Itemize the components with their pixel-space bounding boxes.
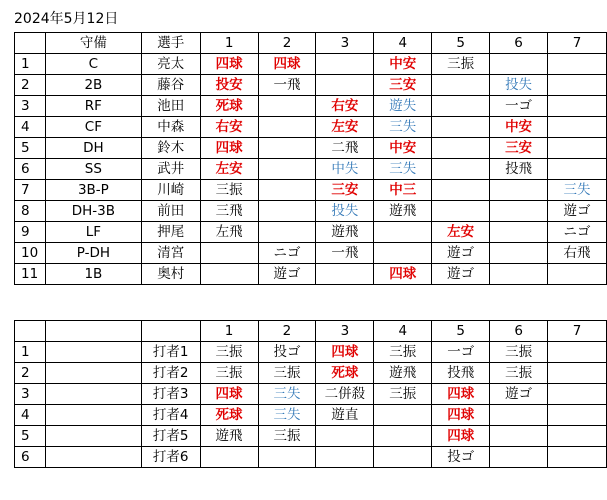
at-bat-result: 三安 bbox=[505, 140, 533, 156]
at-bat-cell bbox=[200, 243, 258, 264]
at-bat-result: 中安 bbox=[505, 119, 533, 135]
header-row bbox=[15, 33, 607, 54]
at-bat-result: 四球 bbox=[215, 386, 243, 402]
at-bat-result: 三振 bbox=[273, 428, 301, 444]
at-bat-cell bbox=[432, 96, 490, 117]
at-bat-cell bbox=[548, 201, 607, 222]
at-bat-result: 三振 bbox=[215, 182, 243, 198]
at-bat-result: 三振 bbox=[215, 344, 243, 360]
at-bat-cell bbox=[316, 75, 374, 96]
table-row bbox=[15, 54, 607, 75]
player-name: 押尾 bbox=[141, 222, 200, 243]
row-number: 3 bbox=[15, 384, 46, 405]
header-cell bbox=[45, 321, 141, 342]
at-bat-result: 遊直 bbox=[331, 407, 359, 423]
header-cell: 選手 bbox=[141, 33, 200, 54]
at-bat-cell bbox=[200, 447, 258, 468]
player-name: 打者5 bbox=[141, 426, 200, 447]
at-bat-cell bbox=[548, 138, 607, 159]
player-name: 打者2 bbox=[141, 363, 200, 384]
at-bat-result: 四球 bbox=[389, 266, 417, 282]
at-bat-cell bbox=[490, 222, 548, 243]
header-cell: 4 bbox=[374, 33, 432, 54]
at-bat-cell bbox=[258, 384, 316, 405]
header-cell bbox=[15, 321, 46, 342]
position-cell: DH-3B bbox=[45, 201, 141, 222]
at-bat-cell bbox=[200, 96, 258, 117]
player-name: 打者1 bbox=[141, 342, 200, 363]
at-bat-cell bbox=[548, 264, 607, 285]
table-row bbox=[15, 201, 607, 222]
at-bat-result: ニゴ bbox=[563, 224, 591, 240]
position-cell: 3B-P bbox=[45, 180, 141, 201]
position-cell: P-DH bbox=[45, 243, 141, 264]
player-name: 奥村 bbox=[141, 264, 200, 285]
row-number: 1 bbox=[15, 54, 46, 75]
at-bat-result: 中安 bbox=[389, 56, 417, 72]
at-bat-cell bbox=[258, 138, 316, 159]
at-bat-result: 遊ゴ bbox=[505, 386, 533, 402]
position-cell: C bbox=[45, 54, 141, 75]
table-row bbox=[15, 138, 607, 159]
player-name: 亮太 bbox=[141, 54, 200, 75]
at-bat-cell bbox=[200, 222, 258, 243]
at-bat-cell bbox=[200, 159, 258, 180]
at-bat-cell bbox=[200, 342, 258, 363]
at-bat-result: 投飛 bbox=[505, 161, 533, 177]
at-bat-cell bbox=[432, 159, 490, 180]
at-bat-result: 遊失 bbox=[389, 98, 417, 114]
row-number: 3 bbox=[15, 96, 46, 117]
header-cell: 6 bbox=[490, 321, 548, 342]
header-row bbox=[15, 321, 607, 342]
at-bat-result: 三振 bbox=[447, 56, 475, 72]
at-bat-cell bbox=[490, 75, 548, 96]
at-bat-result: 三振 bbox=[273, 365, 301, 381]
at-bat-cell bbox=[316, 342, 374, 363]
at-bat-cell bbox=[432, 363, 490, 384]
at-bat-cell bbox=[316, 138, 374, 159]
at-bat-cell bbox=[490, 405, 548, 426]
player-name: 池田 bbox=[141, 96, 200, 117]
at-bat-result: 右飛 bbox=[563, 245, 591, 261]
at-bat-cell bbox=[490, 180, 548, 201]
lineup-table bbox=[14, 32, 607, 285]
at-bat-cell bbox=[432, 75, 490, 96]
at-bat-cell bbox=[374, 384, 432, 405]
at-bat-cell bbox=[432, 243, 490, 264]
at-bat-result: 遊ゴ bbox=[447, 266, 475, 282]
at-bat-cell bbox=[316, 264, 374, 285]
at-bat-result: 一飛 bbox=[331, 245, 359, 261]
table-row bbox=[15, 96, 607, 117]
at-bat-result: 四球 bbox=[215, 140, 243, 156]
at-bat-cell bbox=[258, 222, 316, 243]
row-number: 9 bbox=[15, 222, 46, 243]
at-bat-cell bbox=[374, 96, 432, 117]
at-bat-result: 一ゴ bbox=[447, 344, 475, 360]
header-cell: 6 bbox=[490, 33, 548, 54]
row-number: 5 bbox=[15, 426, 46, 447]
at-bat-cell bbox=[432, 447, 490, 468]
at-bat-cell bbox=[316, 405, 374, 426]
position-cell: LF bbox=[45, 222, 141, 243]
at-bat-result: 三振 bbox=[389, 344, 417, 360]
at-bat-cell bbox=[374, 180, 432, 201]
row-number: 11 bbox=[15, 264, 46, 285]
at-bat-result: 遊飛 bbox=[389, 365, 417, 381]
at-bat-cell bbox=[200, 75, 258, 96]
at-bat-cell bbox=[374, 264, 432, 285]
at-bat-result: 死球 bbox=[215, 407, 243, 423]
at-bat-result: 投失 bbox=[331, 203, 359, 219]
at-bat-cell bbox=[432, 222, 490, 243]
row-number: 6 bbox=[15, 159, 46, 180]
player-name: 清宮 bbox=[141, 243, 200, 264]
at-bat-cell bbox=[258, 405, 316, 426]
at-bat-cell bbox=[548, 342, 607, 363]
at-bat-cell bbox=[316, 96, 374, 117]
row-number: 2 bbox=[15, 75, 46, 96]
at-bat-cell bbox=[490, 54, 548, 75]
player-name: 打者4 bbox=[141, 405, 200, 426]
position-cell bbox=[45, 447, 141, 468]
at-bat-cell bbox=[432, 384, 490, 405]
row-number: 2 bbox=[15, 363, 46, 384]
at-bat-cell bbox=[200, 264, 258, 285]
header-cell: 3 bbox=[316, 321, 374, 342]
table-row bbox=[15, 117, 607, 138]
at-bat-cell bbox=[490, 159, 548, 180]
header-cell: 5 bbox=[432, 33, 490, 54]
at-bat-result: 三振 bbox=[215, 365, 243, 381]
at-bat-cell bbox=[490, 243, 548, 264]
at-bat-cell bbox=[258, 426, 316, 447]
at-bat-result: 遊飛 bbox=[389, 203, 417, 219]
batter-summary-table bbox=[14, 320, 607, 468]
at-bat-result: 投ゴ bbox=[447, 449, 475, 465]
at-bat-cell bbox=[490, 96, 548, 117]
at-bat-cell bbox=[316, 222, 374, 243]
at-bat-cell bbox=[258, 243, 316, 264]
at-bat-cell bbox=[490, 363, 548, 384]
at-bat-result: ニゴ bbox=[273, 245, 301, 261]
at-bat-result: 中三 bbox=[389, 182, 417, 198]
player-name: 中森 bbox=[141, 117, 200, 138]
at-bat-cell bbox=[316, 201, 374, 222]
player-name: 前田 bbox=[141, 201, 200, 222]
at-bat-result: 四球 bbox=[331, 344, 359, 360]
position-cell: 1B bbox=[45, 264, 141, 285]
at-bat-result: 三失 bbox=[273, 407, 301, 423]
at-bat-cell bbox=[548, 96, 607, 117]
at-bat-cell bbox=[374, 342, 432, 363]
position-cell: 2B bbox=[45, 75, 141, 96]
at-bat-cell bbox=[258, 342, 316, 363]
at-bat-result: 四球 bbox=[447, 407, 475, 423]
at-bat-cell bbox=[548, 447, 607, 468]
at-bat-cell bbox=[200, 384, 258, 405]
at-bat-cell bbox=[432, 138, 490, 159]
at-bat-cell bbox=[374, 447, 432, 468]
at-bat-cell bbox=[200, 201, 258, 222]
at-bat-cell bbox=[258, 264, 316, 285]
at-bat-cell bbox=[490, 138, 548, 159]
at-bat-cell bbox=[548, 117, 607, 138]
player-name: 打者6 bbox=[141, 447, 200, 468]
at-bat-cell bbox=[200, 54, 258, 75]
at-bat-result: 一飛 bbox=[273, 77, 301, 93]
table-row bbox=[15, 264, 607, 285]
header-cell: 1 bbox=[200, 321, 258, 342]
header-cell bbox=[141, 321, 200, 342]
at-bat-result: 三飛 bbox=[215, 203, 243, 219]
header-cell: 2 bbox=[258, 321, 316, 342]
at-bat-cell bbox=[548, 75, 607, 96]
at-bat-cell bbox=[548, 180, 607, 201]
at-bat-cell bbox=[432, 201, 490, 222]
at-bat-result: 中安 bbox=[389, 140, 417, 156]
at-bat-cell bbox=[490, 117, 548, 138]
at-bat-cell bbox=[200, 117, 258, 138]
position-cell: SS bbox=[45, 159, 141, 180]
at-bat-result: 三失 bbox=[273, 386, 301, 402]
table-row bbox=[15, 405, 607, 426]
at-bat-cell bbox=[490, 264, 548, 285]
at-bat-result: 四球 bbox=[273, 56, 301, 72]
table-row bbox=[15, 243, 607, 264]
table-row bbox=[15, 222, 607, 243]
at-bat-result: 二飛 bbox=[331, 140, 359, 156]
at-bat-cell bbox=[258, 201, 316, 222]
at-bat-cell bbox=[316, 54, 374, 75]
at-bat-cell bbox=[490, 447, 548, 468]
at-bat-cell bbox=[200, 426, 258, 447]
at-bat-cell bbox=[316, 447, 374, 468]
player-name: 藤谷 bbox=[141, 75, 200, 96]
at-bat-cell bbox=[258, 363, 316, 384]
at-bat-cell bbox=[548, 222, 607, 243]
position-cell: DH bbox=[45, 138, 141, 159]
at-bat-result: 二併殺 bbox=[324, 386, 366, 402]
at-bat-cell bbox=[548, 405, 607, 426]
row-number: 4 bbox=[15, 117, 46, 138]
at-bat-cell bbox=[200, 405, 258, 426]
at-bat-cell bbox=[258, 159, 316, 180]
at-bat-result: 三失 bbox=[389, 119, 417, 135]
position-cell bbox=[45, 405, 141, 426]
at-bat-cell bbox=[548, 426, 607, 447]
at-bat-cell bbox=[258, 117, 316, 138]
position-cell bbox=[45, 426, 141, 447]
at-bat-cell bbox=[316, 117, 374, 138]
at-bat-cell bbox=[316, 159, 374, 180]
position-cell bbox=[45, 384, 141, 405]
at-bat-cell bbox=[374, 201, 432, 222]
at-bat-cell bbox=[490, 384, 548, 405]
player-name: 武井 bbox=[141, 159, 200, 180]
at-bat-cell bbox=[432, 54, 490, 75]
at-bat-result: 遊飛 bbox=[215, 428, 243, 444]
position-cell bbox=[45, 363, 141, 384]
at-bat-result: 三安 bbox=[389, 77, 417, 93]
at-bat-cell bbox=[316, 363, 374, 384]
table-row bbox=[15, 447, 607, 468]
at-bat-result: 四球 bbox=[215, 56, 243, 72]
at-bat-cell bbox=[432, 405, 490, 426]
at-bat-cell bbox=[258, 75, 316, 96]
at-bat-cell bbox=[258, 96, 316, 117]
at-bat-result: 三安 bbox=[331, 182, 359, 198]
at-bat-cell bbox=[374, 426, 432, 447]
at-bat-cell bbox=[548, 159, 607, 180]
header-cell: 5 bbox=[432, 321, 490, 342]
at-bat-cell bbox=[432, 342, 490, 363]
at-bat-cell bbox=[432, 264, 490, 285]
at-bat-cell bbox=[316, 243, 374, 264]
at-bat-result: 投失 bbox=[505, 77, 533, 93]
header-cell bbox=[15, 33, 46, 54]
at-bat-result: 遊ゴ bbox=[447, 245, 475, 261]
row-number: 8 bbox=[15, 201, 46, 222]
at-bat-cell bbox=[374, 363, 432, 384]
header-cell: 3 bbox=[316, 33, 374, 54]
header-cell: 7 bbox=[548, 33, 607, 54]
at-bat-cell bbox=[548, 243, 607, 264]
at-bat-result: 三振 bbox=[505, 344, 533, 360]
at-bat-cell bbox=[258, 54, 316, 75]
position-cell bbox=[45, 342, 141, 363]
at-bat-cell bbox=[374, 405, 432, 426]
at-bat-result: 左安 bbox=[215, 161, 243, 177]
at-bat-cell bbox=[316, 384, 374, 405]
at-bat-result: 投安 bbox=[215, 77, 243, 93]
position-cell: RF bbox=[45, 96, 141, 117]
at-bat-result: 死球 bbox=[215, 98, 243, 114]
at-bat-result: 左安 bbox=[447, 224, 475, 240]
at-bat-result: 四球 bbox=[447, 386, 475, 402]
at-bat-cell bbox=[490, 201, 548, 222]
at-bat-cell bbox=[374, 243, 432, 264]
at-bat-result: 右安 bbox=[215, 119, 243, 135]
header-cell: 2 bbox=[258, 33, 316, 54]
table-row bbox=[15, 363, 607, 384]
header-cell: 7 bbox=[548, 321, 607, 342]
at-bat-result: 左安 bbox=[331, 119, 359, 135]
at-bat-cell bbox=[432, 426, 490, 447]
at-bat-cell bbox=[548, 363, 607, 384]
at-bat-cell bbox=[374, 75, 432, 96]
row-number: 5 bbox=[15, 138, 46, 159]
at-bat-result: 三振 bbox=[389, 386, 417, 402]
at-bat-cell bbox=[548, 384, 607, 405]
player-name: 鈴木 bbox=[141, 138, 200, 159]
at-bat-cell bbox=[374, 117, 432, 138]
at-bat-result: 三振 bbox=[505, 365, 533, 381]
at-bat-cell bbox=[258, 447, 316, 468]
at-bat-result: 右安 bbox=[331, 98, 359, 114]
table-row bbox=[15, 180, 607, 201]
at-bat-result: 死球 bbox=[331, 365, 359, 381]
at-bat-cell bbox=[548, 54, 607, 75]
table-row bbox=[15, 426, 607, 447]
at-bat-cell bbox=[374, 222, 432, 243]
at-bat-cell bbox=[490, 426, 548, 447]
at-bat-result: 投飛 bbox=[447, 365, 475, 381]
header-cell: 4 bbox=[374, 321, 432, 342]
at-bat-cell bbox=[316, 426, 374, 447]
at-bat-result: 四球 bbox=[447, 428, 475, 444]
at-bat-result: 遊ゴ bbox=[563, 203, 591, 219]
row-number: 4 bbox=[15, 405, 46, 426]
at-bat-result: 三失 bbox=[563, 182, 591, 198]
header-cell: 守備 bbox=[45, 33, 141, 54]
player-name: 川崎 bbox=[141, 180, 200, 201]
header-cell: 1 bbox=[200, 33, 258, 54]
at-bat-cell bbox=[200, 138, 258, 159]
at-bat-cell bbox=[200, 180, 258, 201]
row-number: 10 bbox=[15, 243, 46, 264]
at-bat-result: 左飛 bbox=[215, 224, 243, 240]
table-row bbox=[15, 342, 607, 363]
row-number: 6 bbox=[15, 447, 46, 468]
at-bat-cell bbox=[432, 117, 490, 138]
row-number: 1 bbox=[15, 342, 46, 363]
table-row bbox=[15, 159, 607, 180]
table-row bbox=[15, 75, 607, 96]
at-bat-cell bbox=[200, 363, 258, 384]
at-bat-result: 三失 bbox=[389, 161, 417, 177]
at-bat-cell bbox=[490, 342, 548, 363]
at-bat-result: 中失 bbox=[331, 161, 359, 177]
at-bat-result: 一ゴ bbox=[505, 98, 533, 114]
game-date: 2024年5月12日 bbox=[14, 11, 119, 27]
player-name: 打者3 bbox=[141, 384, 200, 405]
at-bat-result: 投ゴ bbox=[273, 344, 301, 360]
at-bat-cell bbox=[432, 180, 490, 201]
at-bat-result: 遊ゴ bbox=[273, 266, 301, 282]
row-number: 7 bbox=[15, 180, 46, 201]
at-bat-cell bbox=[316, 180, 374, 201]
at-bat-cell bbox=[374, 54, 432, 75]
at-bat-cell bbox=[374, 159, 432, 180]
position-cell: CF bbox=[45, 117, 141, 138]
at-bat-cell bbox=[258, 180, 316, 201]
at-bat-cell bbox=[374, 138, 432, 159]
at-bat-result: 遊飛 bbox=[331, 224, 359, 240]
table-row bbox=[15, 384, 607, 405]
